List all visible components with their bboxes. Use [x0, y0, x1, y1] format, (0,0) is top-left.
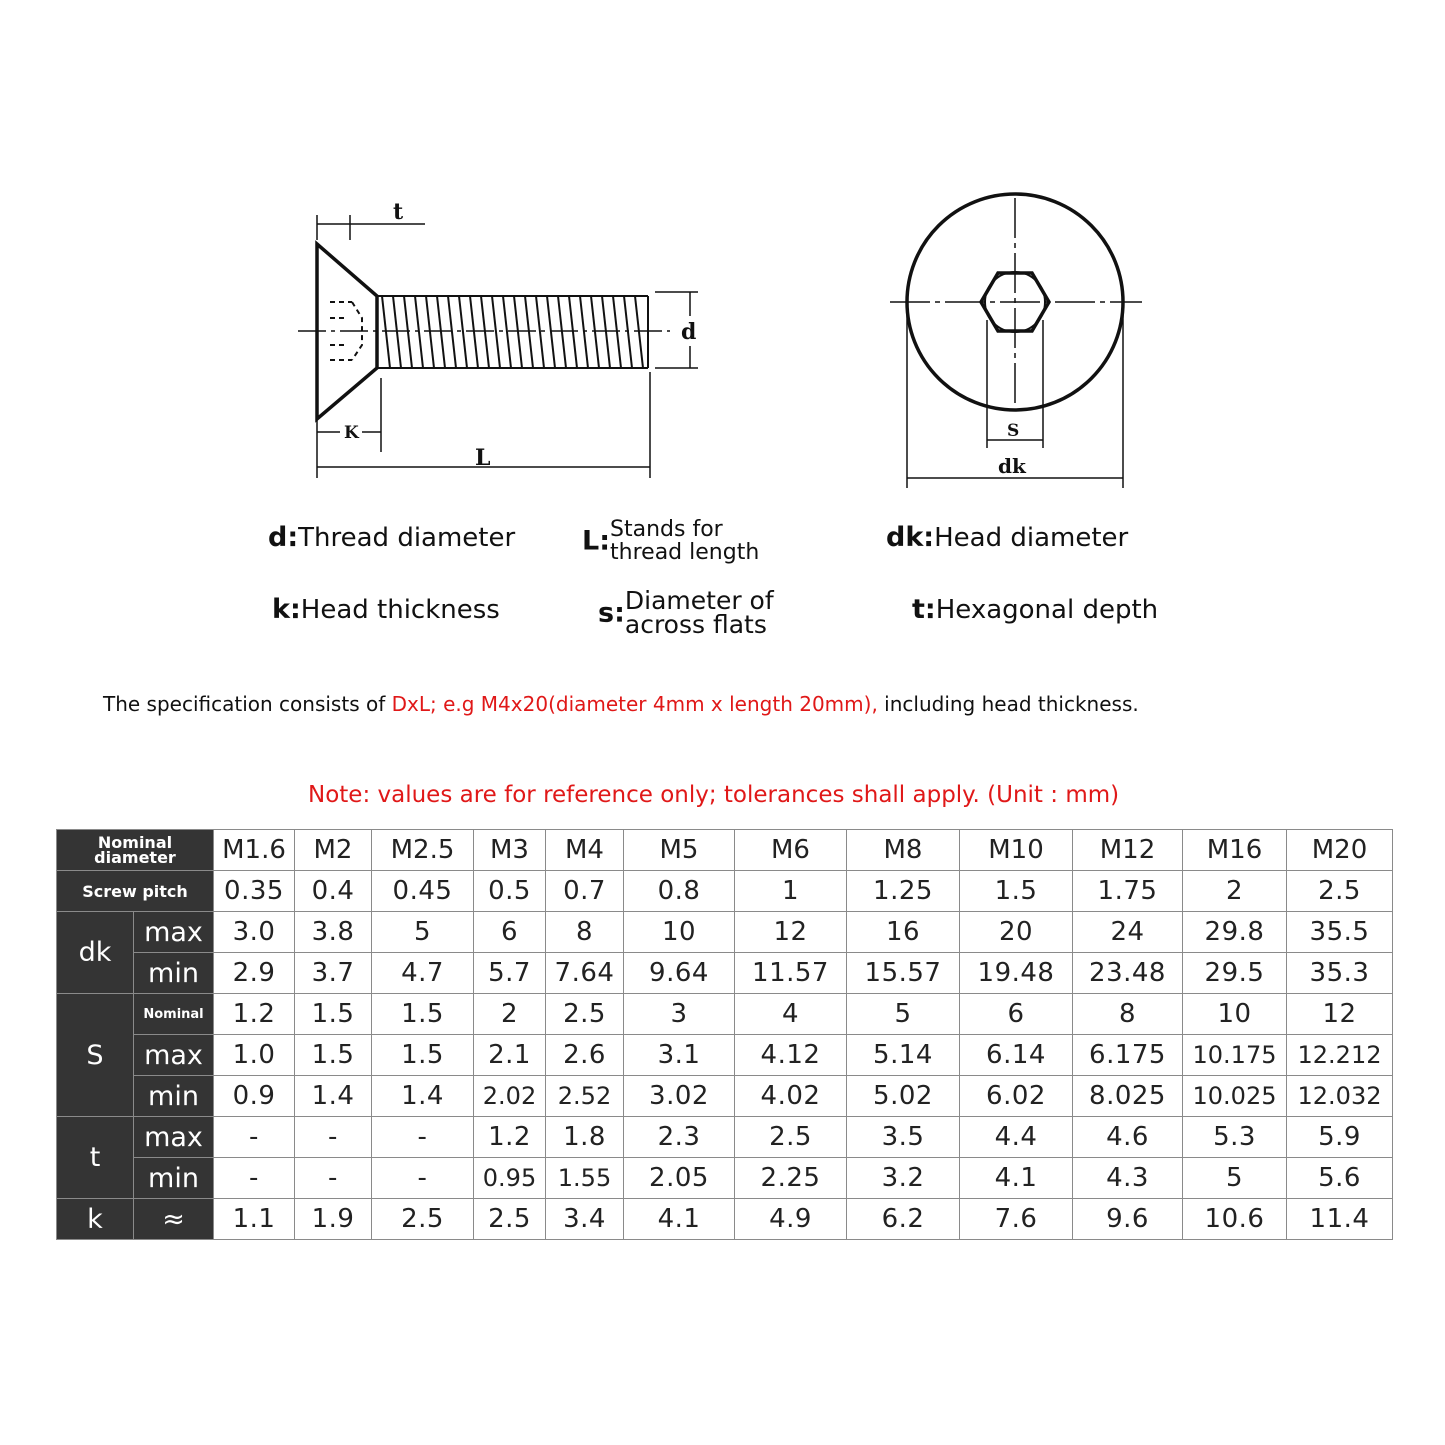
- k-cell: 6.2: [847, 1199, 960, 1240]
- k-cell: 4.1: [624, 1199, 735, 1240]
- header-s-min: min: [134, 1076, 214, 1117]
- thread-line: [536, 296, 544, 368]
- t-min-cell: 1.55: [546, 1158, 624, 1199]
- row-s-nominal: [57, 994, 1393, 1035]
- k-cell: 2.5: [474, 1199, 546, 1240]
- dimension-table: [56, 829, 1393, 1240]
- note-unit: (Unit : mm): [987, 782, 1120, 808]
- pitch-cell: 0.8: [624, 871, 735, 912]
- header-nominal-diameter: Nominal diameter: [57, 830, 214, 871]
- t-min-cell: 0.95: [474, 1158, 546, 1199]
- s-max-cell: 3.1: [624, 1035, 735, 1076]
- top-view: [890, 194, 1142, 488]
- reference-note: [308, 782, 1119, 808]
- header-s-nominal: Nominal: [134, 994, 214, 1035]
- legend-text-dk: Head diameter: [934, 523, 1129, 553]
- s-nominal-cell: 2: [474, 994, 546, 1035]
- pitch-cell: 1.5: [960, 871, 1073, 912]
- t-max-cell: 5.3: [1183, 1117, 1287, 1158]
- thread-line: [591, 296, 599, 368]
- pitch-cell: 0.4: [295, 871, 372, 912]
- dk-min-cell: 29.5: [1183, 953, 1287, 994]
- pitch-cell: 2: [1183, 871, 1287, 912]
- thread-line: [624, 296, 632, 368]
- dk-max-cell: 12: [735, 912, 847, 953]
- k-cell: 2.5: [372, 1199, 474, 1240]
- t-min-cell: 3.2: [847, 1158, 960, 1199]
- dk-max-cell: 3.8: [295, 912, 372, 953]
- s-max-cell: 5.14: [847, 1035, 960, 1076]
- t-max-cell: 2.5: [735, 1117, 847, 1158]
- header-t-min: min: [134, 1158, 214, 1199]
- s-min-cell: 2.02: [474, 1076, 546, 1117]
- size-cell: M20: [1287, 830, 1393, 871]
- legend-symbol-L: L: [582, 525, 600, 557]
- dk-max-cell: 29.8: [1183, 912, 1287, 953]
- t-max-cell: -: [295, 1117, 372, 1158]
- pitch-cell: 1.25: [847, 871, 960, 912]
- s-max-cell: 6.175: [1073, 1035, 1183, 1076]
- legend-s: s:Diameter of across flats: [598, 586, 774, 639]
- s-nominal-cell: 1.5: [372, 994, 474, 1035]
- thread-line: [459, 296, 467, 368]
- t-min-cell: 5.6: [1287, 1158, 1393, 1199]
- k-cell: 3.4: [546, 1199, 624, 1240]
- s-min-cell: 2.52: [546, 1076, 624, 1117]
- size-cell: M2.5: [372, 830, 474, 871]
- legend-k: k:Head thickness: [272, 594, 500, 625]
- t-min-cell: 4.3: [1073, 1158, 1183, 1199]
- legend-symbol-s: s: [598, 597, 615, 629]
- pitch-cell: 1.75: [1073, 871, 1183, 912]
- s-nominal-cell: 1.5: [295, 994, 372, 1035]
- dk-min-cell: 15.57: [847, 953, 960, 994]
- dk-max-cell: 10: [624, 912, 735, 953]
- thread-line: [470, 296, 478, 368]
- row-t-min: [57, 1158, 1393, 1199]
- pitch-cell: 1: [735, 871, 847, 912]
- row-t-max: [57, 1117, 1393, 1158]
- t-min-cell: 2.05: [624, 1158, 735, 1199]
- pitch-cell: 0.35: [214, 871, 295, 912]
- t-max-cell: 2.3: [624, 1117, 735, 1158]
- thread-line: [525, 296, 533, 368]
- spec-example: DxL; e.g M4x20(diameter 4mm x length 20mm),: [391, 692, 878, 716]
- row-dk-min: [57, 953, 1393, 994]
- thread-line: [635, 296, 643, 368]
- s-max-cell: 2.1: [474, 1035, 546, 1076]
- s-min-cell: 0.9: [214, 1076, 295, 1117]
- legend-symbol-t: t: [912, 594, 925, 625]
- s-max-cell: 1.5: [295, 1035, 372, 1076]
- dk-min-cell: 7.64: [546, 953, 624, 994]
- s-nominal-cell: 12: [1287, 994, 1393, 1035]
- dk-max-cell: 5: [372, 912, 474, 953]
- legend-L: L:Stands for thread length: [582, 517, 760, 565]
- thread-line: [547, 296, 555, 368]
- s-nominal-cell: 10: [1183, 994, 1287, 1035]
- t-max-cell: -: [214, 1117, 295, 1158]
- thread-line: [404, 296, 412, 368]
- s-max-cell: 2.6: [546, 1035, 624, 1076]
- row-s-min: [57, 1076, 1393, 1117]
- legend-text-k: Head thickness: [300, 595, 500, 625]
- s-min-cell: 1.4: [372, 1076, 474, 1117]
- thread-line: [415, 296, 423, 368]
- header-t-max: max: [134, 1117, 214, 1158]
- pitch-cell: 2.5: [1287, 871, 1393, 912]
- legend-d: d:Thread diameter: [268, 522, 516, 553]
- header-k-approx: ≈: [134, 1199, 214, 1240]
- header-dk-max: max: [134, 912, 214, 953]
- legend-symbol-d: d: [268, 522, 288, 553]
- row-s-max: [57, 1035, 1393, 1076]
- s-nominal-cell: 4: [735, 994, 847, 1035]
- s-nominal-cell: 2.5: [546, 994, 624, 1035]
- t-max-cell: -: [372, 1117, 474, 1158]
- s-max-cell: 4.12: [735, 1035, 847, 1076]
- dk-max-cell: 35.5: [1287, 912, 1393, 953]
- t-min-cell: 5: [1183, 1158, 1287, 1199]
- dk-min-cell: 9.64: [624, 953, 735, 994]
- header-screw-pitch: Screw pitch: [57, 871, 214, 912]
- header-s-max: max: [134, 1035, 214, 1076]
- dk-max-cell: 16: [847, 912, 960, 953]
- legend-text-d: Thread diameter: [298, 523, 516, 553]
- s-nominal-cell: 1.2: [214, 994, 295, 1035]
- dk-min-cell: 19.48: [960, 953, 1073, 994]
- dk-max-cell: 3.0: [214, 912, 295, 953]
- thread-line: [426, 296, 434, 368]
- legend-text-t: Hexagonal depth: [935, 595, 1159, 625]
- size-cell: M6: [735, 830, 847, 871]
- note-text: Note: values are for reference only; tolerances shall apply.: [308, 782, 980, 808]
- s-max-cell: 6.14: [960, 1035, 1073, 1076]
- t-min-cell: -: [295, 1158, 372, 1199]
- dim-label-t: t: [393, 199, 404, 225]
- thread-lines: [382, 296, 643, 368]
- size-cell: M5: [624, 830, 735, 871]
- legend-text-s: Diameter of across flats: [624, 586, 774, 639]
- dk-min-cell: 4.7: [372, 953, 474, 994]
- k-cell: 1.1: [214, 1199, 295, 1240]
- size-cell: M16: [1183, 830, 1287, 871]
- size-cell: M12: [1073, 830, 1183, 871]
- k-cell: 11.4: [1287, 1199, 1393, 1240]
- size-cell: M10: [960, 830, 1073, 871]
- thread-line: [602, 296, 610, 368]
- s-min-cell: 4.02: [735, 1076, 847, 1117]
- legend-symbol-k: k: [272, 594, 290, 625]
- s-max-cell: 10.175: [1183, 1035, 1287, 1076]
- s-min-cell: 8.025: [1073, 1076, 1183, 1117]
- s-min-cell: 12.032: [1287, 1076, 1393, 1117]
- screw-drawing: [0, 0, 1445, 500]
- size-cell: M2: [295, 830, 372, 871]
- row-screw-pitch: [57, 871, 1393, 912]
- s-nominal-cell: 5: [847, 994, 960, 1035]
- s-min-cell: 3.02: [624, 1076, 735, 1117]
- header-dk: dk: [57, 912, 134, 994]
- dk-min-cell: 2.9: [214, 953, 295, 994]
- thread-line: [503, 296, 511, 368]
- thread-line: [613, 296, 621, 368]
- header-s: S: [57, 994, 134, 1117]
- header-k: k: [57, 1199, 134, 1240]
- dk-min-cell: 23.48: [1073, 953, 1183, 994]
- dk-max-cell: 8: [546, 912, 624, 953]
- size-cell: M4: [546, 830, 624, 871]
- t-min-cell: -: [214, 1158, 295, 1199]
- s-max-cell: 12.212: [1287, 1035, 1393, 1076]
- pitch-cell: 0.5: [474, 871, 546, 912]
- s-nominal-cell: 3: [624, 994, 735, 1035]
- dim-label-L: L: [475, 445, 491, 471]
- thread-line: [393, 296, 401, 368]
- t-max-cell: 4.4: [960, 1117, 1073, 1158]
- top-view-dimension-labels: [998, 421, 1027, 478]
- thread-line: [558, 296, 566, 368]
- header-t: t: [57, 1117, 134, 1199]
- dim-label-k: K: [344, 423, 359, 443]
- row-dk-max: [57, 912, 1393, 953]
- t-max-cell: 3.5: [847, 1117, 960, 1158]
- size-cell: M3: [474, 830, 546, 871]
- k-cell: 10.6: [1183, 1199, 1287, 1240]
- t-min-cell: 2.25: [735, 1158, 847, 1199]
- thread-line: [492, 296, 500, 368]
- t-min-cell: 4.1: [960, 1158, 1073, 1199]
- s-nominal-cell: 8: [1073, 994, 1183, 1035]
- dk-min-cell: 5.7: [474, 953, 546, 994]
- dim-label-dk: dk: [998, 454, 1026, 478]
- s-min-cell: 10.025: [1183, 1076, 1287, 1117]
- dk-min-cell: 35.3: [1287, 953, 1393, 994]
- thread-line: [481, 296, 489, 368]
- k-cell: 4.9: [735, 1199, 847, 1240]
- k-cell: 7.6: [960, 1199, 1073, 1240]
- legend-symbol-dk: dk: [886, 522, 924, 553]
- t-max-cell: 4.6: [1073, 1117, 1183, 1158]
- t-max-cell: 5.9: [1287, 1117, 1393, 1158]
- s-max-cell: 1.0: [214, 1035, 295, 1076]
- dk-max-cell: 6: [474, 912, 546, 953]
- legend-t: t:Hexagonal depth: [912, 594, 1159, 625]
- thread-line: [382, 296, 390, 368]
- t-max-cell: 1.8: [546, 1117, 624, 1158]
- s-min-cell: 5.02: [847, 1076, 960, 1117]
- s-min-cell: 1.4: [295, 1076, 372, 1117]
- pitch-cell: 0.7: [546, 871, 624, 912]
- pitch-cell: 0.45: [372, 871, 474, 912]
- s-max-cell: 1.5: [372, 1035, 474, 1076]
- row-nominal-diameter: [57, 830, 1393, 871]
- k-cell: 9.6: [1073, 1199, 1183, 1240]
- dim-label-s: S: [1007, 421, 1020, 441]
- dk-min-cell: 3.7: [295, 953, 372, 994]
- dim-label-d: d: [681, 319, 697, 345]
- s-nominal-cell: 6: [960, 994, 1073, 1035]
- size-cell: M8: [847, 830, 960, 871]
- t-max-cell: 1.2: [474, 1117, 546, 1158]
- k-cell: 1.9: [295, 1199, 372, 1240]
- s-min-cell: 6.02: [960, 1076, 1073, 1117]
- dk-max-cell: 24: [1073, 912, 1183, 953]
- thread-line: [514, 296, 522, 368]
- row-k: [57, 1199, 1393, 1240]
- thread-line: [437, 296, 445, 368]
- legend-dk: dk:Head diameter: [886, 522, 1129, 553]
- thread-line: [569, 296, 577, 368]
- specification-sentence: The specification consists of DxL; e.g M4x20(diameter 4mm x length 20mm), including head thickness.: [103, 692, 1139, 716]
- header-dk-min: min: [134, 953, 214, 994]
- dk-min-cell: 11.57: [735, 953, 847, 994]
- t-min-cell: -: [372, 1158, 474, 1199]
- dk-max-cell: 20: [960, 912, 1073, 953]
- thread-line: [448, 296, 456, 368]
- size-cell: M1.6: [214, 830, 295, 871]
- legend-text-L: Stands for thread length: [610, 517, 760, 565]
- thread-line: [580, 296, 588, 368]
